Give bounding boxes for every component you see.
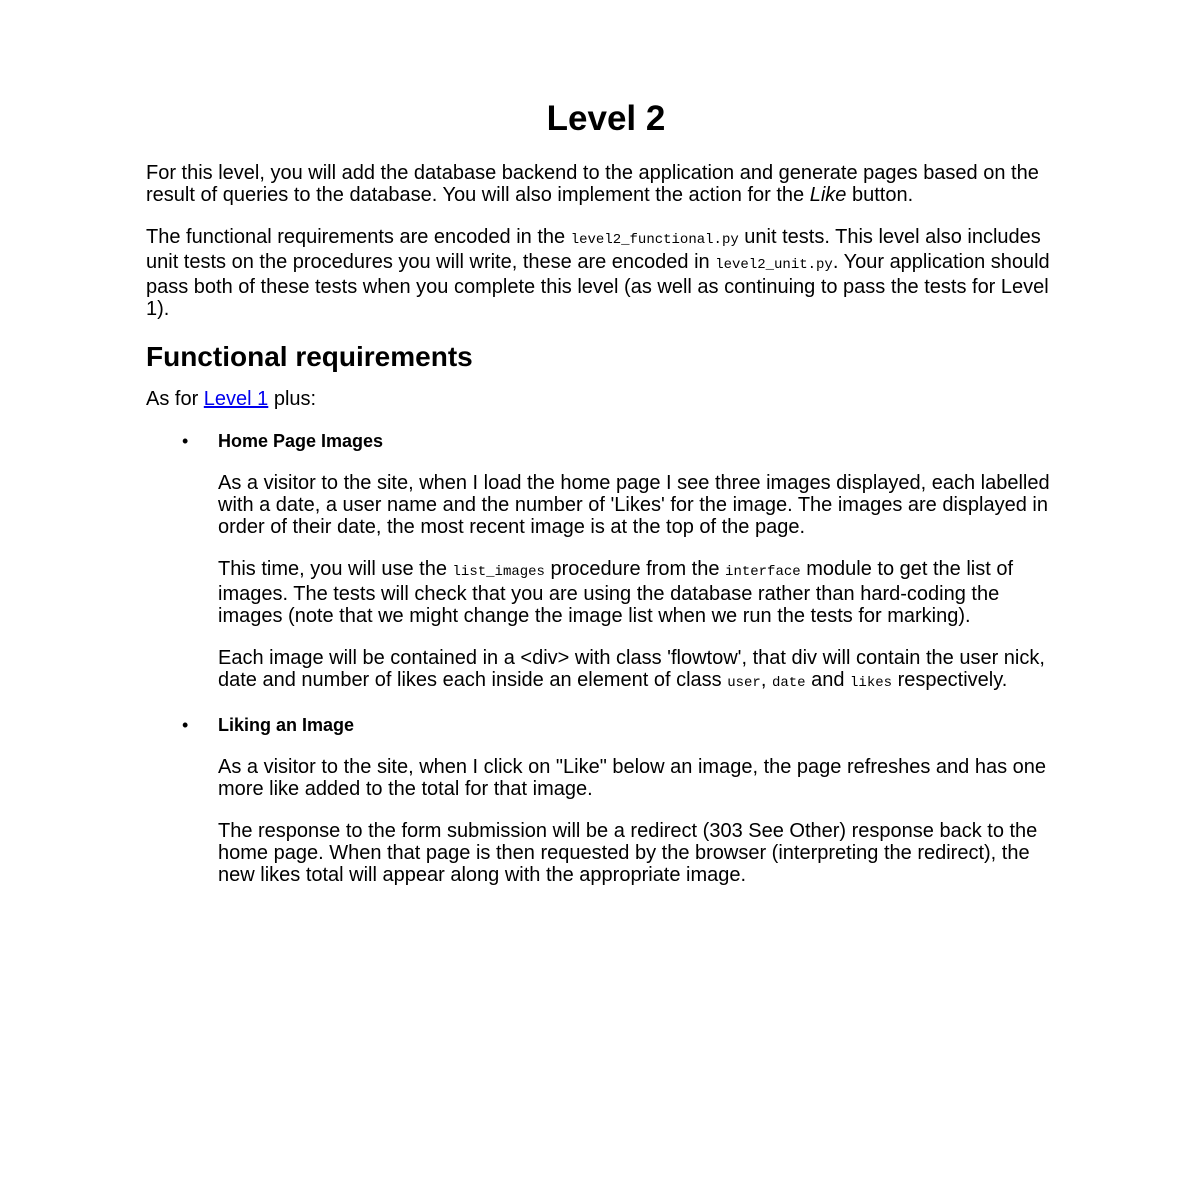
req-text: respectively. <box>892 668 1008 691</box>
req-text: module to get the list of images. The tests will check that you are using the database rather than hard-coding the images (note that we might change the image list when we run the tests for marking). <box>218 557 1014 627</box>
likes-class-code: likes <box>850 674 893 691</box>
req-text: and <box>805 668 851 691</box>
bullet-icon: • <box>182 430 189 451</box>
document-content <box>146 98 1066 906</box>
requirement-liking-an-image <box>146 714 1066 886</box>
req-text: This time, you will use the <box>218 557 453 580</box>
as-for-text: As for <box>146 387 204 410</box>
intro-p1-text: For this level, you will add the database backend to the application and generate pages based on the result of queries to the database. You will also implement the action for the <box>146 162 1039 206</box>
requirement-paragraph: The response to the form submission will be a redirect (303 See Other) response back to the home page. When that page is then requested by the browser (interpreting the redirect), the new likes total will appear along with the appropriate image. <box>218 819 1038 886</box>
requirement-paragraph <box>218 558 1066 627</box>
date-class-code: date <box>771 674 806 691</box>
list-images-code: list_images <box>452 563 545 580</box>
requirement-title: Home Page Images <box>218 430 384 451</box>
unit-test-filename: level2_unit.py <box>715 257 833 273</box>
page-title: Level 2 <box>546 99 666 138</box>
req-text: procedure from the <box>544 557 726 580</box>
requirement-home-page-images <box>146 430 1066 694</box>
requirements-list <box>146 430 1066 886</box>
functional-requirements-heading: Functional requirements <box>146 341 473 372</box>
level-1-link[interactable]: Level 1 <box>203 387 269 410</box>
as-for-text-end: plus: <box>268 387 317 410</box>
req-text: Each image will be contained in a <div> with class 'flowtow', that div will contain the user nick, date and number of likes each inside an element of class <box>218 646 1045 691</box>
as-for-paragraph <box>146 388 1066 410</box>
like-emphasis: Like <box>809 184 847 206</box>
intro-p2-text-3: . Your application should pass both of these tests when you complete this level (as well as continuing to pass the tests for Level 1). <box>146 251 1050 320</box>
interface-code: interface <box>725 563 801 580</box>
requirement-paragraph: As a visitor to the site, when I click on "Like" below an image, the page refreshes and has one more like added to the total for that image. <box>218 755 1046 800</box>
intro-paragraph-1 <box>146 162 1066 206</box>
intro-p1-text-end: button. <box>846 184 914 206</box>
functional-test-filename: level2_functional.py <box>570 232 739 248</box>
intro-p2-text-2: unit tests. This level also includes unit tests on the procedures you will write, these are encoded in <box>146 226 1041 273</box>
requirement-paragraph <box>218 647 1066 694</box>
intro-paragraph-2 <box>146 226 1066 320</box>
requirement-title: Liking an Image <box>218 714 355 735</box>
requirement-paragraph: As a visitor to the site, when I load the home page I see three images displayed, each labelled with a date, a user name and the number of 'Likes' for the image. The images are displayed in order of their date, the most recent image is at the top of the page. <box>218 471 1050 538</box>
intro-p2-text-1: The functional requirements are encoded in the <box>146 226 571 248</box>
user-class-code: user <box>727 674 761 691</box>
bullet-icon: • <box>182 714 189 735</box>
req-text: , <box>760 668 772 691</box>
